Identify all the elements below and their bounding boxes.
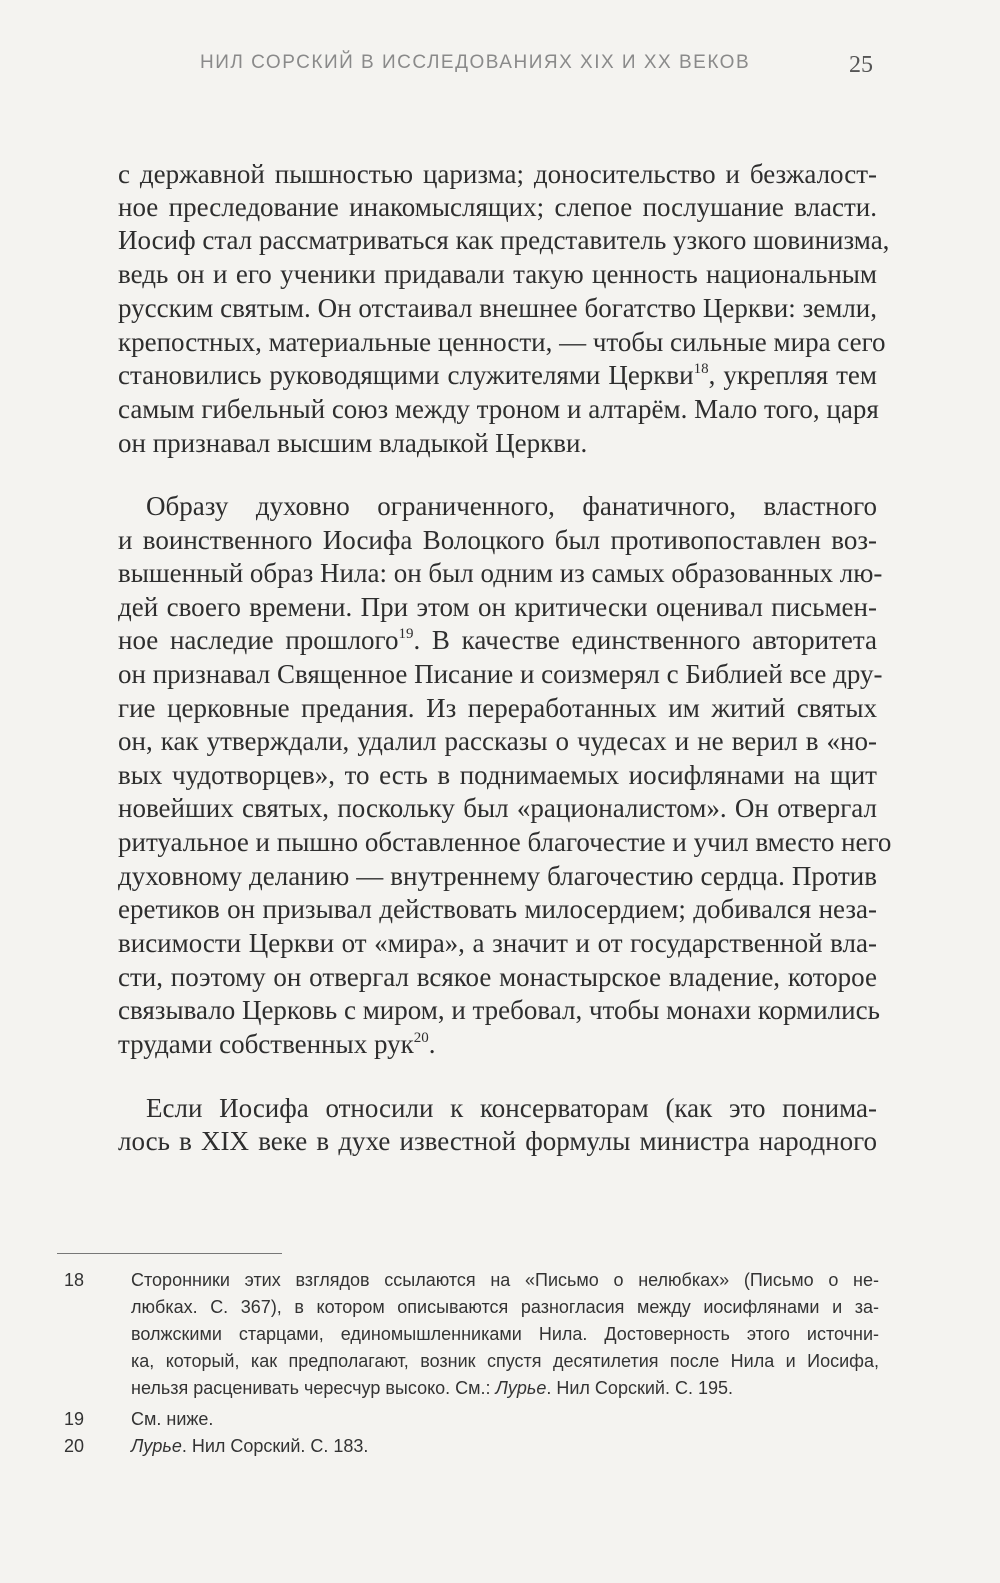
text-line: русским святым. Он отстаивал внешнее богатство Церкви: земли, <box>118 293 877 323</box>
text-line: крепостных, материальные ценности, — чтобы сильные мира сего <box>118 327 886 357</box>
footnote-number: 19 <box>64 1409 85 1429</box>
text-line: он признавал Священное Писание и соизмерял с Библией все дру- <box>118 659 883 689</box>
text-segment: . Нил Сорский. С. 183. <box>181 1436 369 1456</box>
footnote-number: 20 <box>64 1436 85 1456</box>
text-line: с державной пышностью царизма; доносительство и безжалост- <box>118 159 877 189</box>
text-line: ведь он и его ученики придавали такую ценность национальным <box>118 259 877 289</box>
text-segment: . <box>428 1029 436 1059</box>
text-line: он признавал высшим владыкой Церкви. <box>118 428 588 458</box>
footnote-line <box>131 1374 879 1402</box>
footnote-ref-20[interactable]: 20 <box>413 1030 429 1046</box>
text-line: ритуальное и пышно обставленное благочестие и учил вместо него <box>118 827 892 857</box>
footnote-line: См. ниже. <box>131 1409 214 1429</box>
running-head: НИЛ СОРСКИЙ В ИССЛЕДОВАНИЯХ XIX И XX ВЕКОВ <box>200 52 751 73</box>
text-line: самым гибельный союз между троном и алтарём. Мало того, царя <box>118 394 879 424</box>
footnote-ref-18[interactable]: 18 <box>693 361 709 377</box>
footnote-number: 18 <box>64 1270 85 1290</box>
text-segment: . В качестве единственного авторитета <box>413 625 877 655</box>
paragraph-first-line: Если Иосифа относили к консерваторам (как это понима- <box>146 1093 877 1123</box>
author-name: Лурье <box>495 1378 547 1398</box>
paragraph-first-line: Образу духовно ограниченного, фанатичного, властного <box>146 491 877 521</box>
text-line <box>118 1024 877 1064</box>
footnote-line: волжскими старцами, единомышленниками Нила. Достоверность этого источни- <box>131 1324 879 1344</box>
footnote-line <box>131 1432 879 1460</box>
text-line: духовному деланию — внутреннему благочестию сердца. Против <box>118 861 877 891</box>
text-line: дей своего времени. При этом он критически оценивал письмен- <box>118 592 877 622</box>
text-segment: становились руководящими служителями Церкви <box>118 360 694 390</box>
text-line: он, как утверждали, удалил рассказы о чудесах и не верил в «но- <box>118 726 877 756</box>
footnote-separator <box>57 1253 282 1254</box>
footnote-ref-19[interactable]: 19 <box>398 626 414 642</box>
text-line: еретиков он призывал действовать милосердием; добивался неза- <box>118 894 877 924</box>
text-line: новейших святых, поскольку был «рационалистом». Он отвергал <box>118 793 877 823</box>
text-line: лось в XIX веке в духе известной формулы министра народного <box>118 1126 877 1156</box>
text-segment: ное наследие прошлого <box>118 625 399 655</box>
text-line: сти, поэтому он отвергал всякое монастырское владение, которое <box>118 962 877 992</box>
text-segment: , укрепляя тем <box>708 360 877 390</box>
text-segment: трудами собственных рук <box>118 1029 414 1059</box>
page-number: 25 <box>849 52 873 78</box>
text-line: вышенный образ Нила: он был одним из самых образованных лю- <box>118 558 883 588</box>
text-line: связывало Церковь с миром, и требовал, чтобы монахи кормились <box>118 995 880 1025</box>
text-segment: . Нил Сорский. С. 195. <box>546 1378 733 1398</box>
text-line: Иосиф стал рассматриваться как представитель узкого шовинизма, <box>118 225 890 255</box>
footnote-line: любках. С. 367), в котором описываются разногласия между иосифлянами и за- <box>131 1297 879 1317</box>
text-line: вых чудотворцев», то есть в поднимаемых иосифлянами на щит <box>118 760 877 790</box>
footnote-line: ка, который, как предполагают, возник спустя десятилетия после Нила и Иосифа, <box>131 1351 879 1371</box>
footnote-line: Сторонники этих взглядов ссылаются на «Письмо о нелюбках» (Письмо о не- <box>131 1270 879 1290</box>
author-name: Лурье <box>131 1436 182 1456</box>
text-line: гие церковные предания. Из переработанных им житий святых <box>118 693 877 723</box>
text-line: ное преследование инакомыслящих; слепое послушание власти. <box>118 192 877 222</box>
text-line: висимости Церкви от «мира», а значит и от государственной вла- <box>118 928 877 958</box>
text-segment: нельзя расценивать чересчур высоко. См.: <box>131 1378 496 1398</box>
text-line: и воинственного Иосифа Волоцкого был противопоставлен воз- <box>118 525 877 555</box>
